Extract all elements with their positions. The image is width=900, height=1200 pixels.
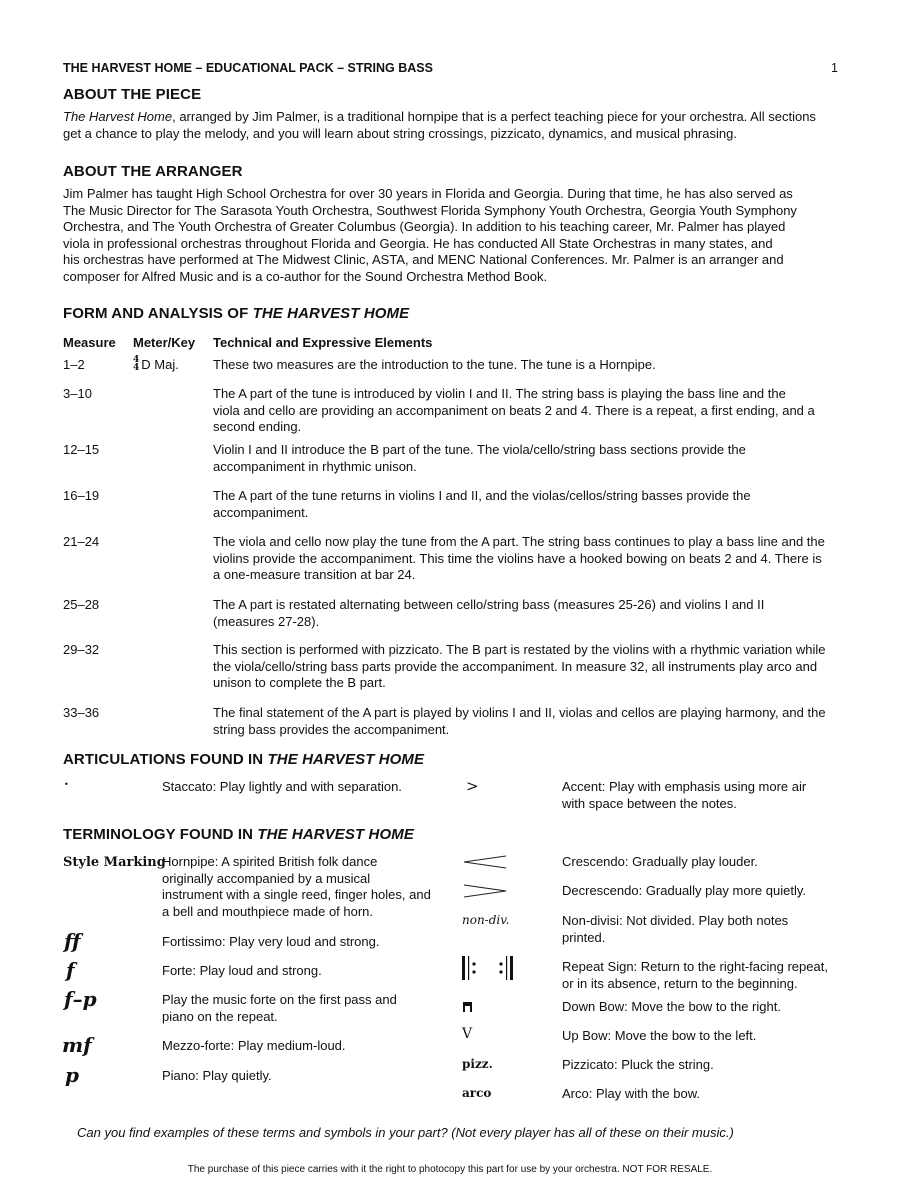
time-signature-icon — [133, 356, 139, 372]
row-description — [213, 597, 843, 630]
down-bow-text: Down Bow: Move the bow to the right. — [562, 999, 781, 1014]
decrescendo-text: Decrescendo: Gradually play more quietly. — [562, 883, 806, 898]
desc-line: viola and cello are providing an accompaniment on beats 2 and 4. There is a repeat, a first ending, and a — [213, 402, 815, 418]
articulations-heading — [63, 751, 424, 768]
desc-line: The final statement of the A part is played by violins I and II, violas and cellos are playing harmony, and the — [213, 705, 826, 720]
up-bow-text: Up Bow: Move the bow to the left. — [562, 1028, 757, 1043]
desc-line: Violin I and II introduce the B part of the tune. The viola/cello/string bass sections provide the — [213, 442, 746, 457]
desc-line: accompaniment in rhythmic unison. — [213, 458, 417, 474]
term-line: Non-divisi: Not divided. Play both notes — [562, 913, 789, 928]
question-text: Can you find examples of these terms and symbols in your part? (Not every player has all of these on their music.) — [77, 1125, 734, 1140]
term-line: Hornpipe: A spirited British folk dance — [162, 854, 378, 869]
about-piece-text — [63, 109, 838, 142]
arranger-line: Jim Palmer has taught High School Orchestra for over 30 years in Florida and Georgia. During that time, he has also served as — [63, 186, 793, 201]
desc-line: The A part is restated alternating between cello/string bass (measures 25-26) and violins I and II — [213, 597, 765, 612]
desc-line: The A part of the tune returns in violins I and II, and the violas/cellos/string basses provide the — [213, 488, 751, 503]
col-measure: Measure — [63, 335, 116, 350]
row-measure: 12–15 — [63, 442, 100, 457]
desc-line: violins provide the accompaniment. This time the violins have a hooked bowing on beats 2 and 4. There is — [213, 550, 822, 566]
about-piece-line2: get a chance to play the melody, and you will learn about string crossings, pizzicato, dynamics, and musical phrasing. — [63, 125, 737, 141]
non-divisi-label: non-div. — [462, 913, 510, 927]
row-description — [213, 642, 843, 692]
term-line: Repeat Sign: Return to the right-facing repeat, — [562, 959, 828, 974]
accent-icon: > — [466, 777, 479, 795]
row-measure: 29–32 — [63, 642, 100, 657]
about-piece-line1: , arranged by Jim Palmer, is a traditional hornpipe that is a perfect teaching piece for your orchestra. All sections — [172, 109, 816, 124]
style-marking-label: Style Marking — [63, 855, 166, 870]
row-measure: 16–19 — [63, 488, 100, 503]
col-elements: Technical and Expressive Elements — [213, 335, 433, 350]
row-meter-key — [133, 354, 213, 374]
about-piece-heading: ABOUT THE PIECE — [63, 86, 202, 103]
row-description — [213, 488, 843, 521]
arranger-line: composer for Alfred Music and is a co-author for the Sound Orchestra Method Book. — [63, 268, 548, 284]
time-bottom: 4 — [133, 362, 140, 373]
desc-line: These two measures are the introduction to the tune. The tune is a Hornpipe. — [213, 357, 656, 372]
crescendo-icon — [462, 855, 508, 869]
row-measure: 21–24 — [63, 534, 100, 549]
pizzicato-label: pizz. — [462, 1057, 493, 1071]
forte-piano-icon: f–p — [64, 987, 97, 1011]
arco-text: Arco: Play with the bow. — [562, 1086, 701, 1101]
time-top: 4 — [133, 354, 140, 365]
forte-piano-text — [162, 992, 397, 1025]
terminology-heading-prefix: TERMINOLOGY FOUND IN — [63, 826, 258, 843]
desc-line: the viola/cello/string bass parts provide the accompaniment. In measure 32, all instruments play arco and — [213, 658, 818, 674]
row-description — [213, 705, 843, 738]
term-line: piano on the repeat. — [162, 1008, 278, 1024]
hornpipe-text — [162, 854, 431, 920]
desc-line: unison to complete the B part. — [213, 675, 386, 690]
row-measure: 25–28 — [63, 597, 100, 612]
repeat-sign-icon — [460, 955, 516, 981]
term-line: a bell and mouthpiece made of horn. — [162, 903, 374, 919]
col-meter: Meter/Key — [133, 335, 196, 350]
desc-line: This section is performed with pizzicato. The B part is restated by the violins with a rhythmic variation while — [213, 642, 826, 657]
desc-line: second ending. — [213, 419, 302, 434]
desc-line: The viola and cello now play the tune from the A part. The string bass continues to play a bass line and the — [213, 534, 825, 549]
form-heading-title: THE HARVEST HOME — [252, 305, 410, 322]
form-analysis-heading — [63, 305, 409, 322]
articulations-heading-prefix: ARTICULATIONS FOUND IN — [63, 751, 268, 768]
header-title: THE HARVEST HOME – EDUCATIONAL PACK – STRING BASS — [63, 61, 433, 75]
piece-title: The Harvest Home — [63, 109, 173, 124]
row-description — [213, 357, 843, 374]
crescendo-text: Crescendo: Gradually play louder. — [562, 854, 758, 869]
staccato-icon: • — [64, 780, 69, 789]
row-measure: 1–2 — [63, 357, 85, 372]
row-description — [213, 386, 843, 436]
accent-line: with space between the notes. — [562, 795, 737, 811]
forte-text: Forte: Play loud and strong. — [162, 963, 322, 978]
decrescendo-icon — [462, 884, 508, 898]
down-bow-icon — [462, 1001, 474, 1013]
desc-line: string bass provides the accompaniment. — [213, 721, 450, 737]
up-bow-icon: V — [462, 1026, 473, 1042]
fortissimo-text: Fortissimo: Play very loud and strong. — [162, 934, 380, 949]
desc-line: (measures 27-28). — [213, 613, 320, 629]
pizzicato-text: Pizzicato: Pluck the string. — [562, 1057, 714, 1072]
arco-label: arco — [462, 1086, 492, 1100]
term-line: instrument with a single reed, finger holes, and — [162, 887, 431, 902]
arranger-line: Orchestra, and The Youth Orchestra of Greater Columbus (Georgia). In addition to his teaching career, Mr. Palmer has played — [63, 219, 786, 234]
row-measure: 33–36 — [63, 705, 100, 720]
row-description — [213, 442, 843, 475]
desc-line: a one-measure transition at bar 24. — [213, 567, 416, 582]
staccato-text: Staccato: Play lightly and with separation. — [162, 779, 402, 794]
desc-line: accompaniment. — [213, 504, 309, 520]
terminology-heading — [63, 826, 414, 843]
arranger-line: The Music Director for The Sarasota Youth Orchestra, Southwest Florida Symphony Youth Orchestra, Georgia Youth Symphony — [63, 202, 797, 218]
piano-text: Piano: Play quietly. — [162, 1068, 272, 1083]
page-number: 1 — [831, 61, 838, 75]
arranger-line: his orchestras have performed at The Midwest Clinic, ASTA, and MENC National Conferences. Mr. Palmer is an arranger and — [63, 252, 784, 267]
term-line: or in its absence, return to the beginning. — [562, 975, 798, 991]
footer-note: The purchase of this piece carries with it the right to photocopy this part for use by your orchestra. NOT FOR RESALE. — [187, 1164, 713, 1175]
forte-icon: f — [66, 958, 75, 982]
articulations-heading-title: THE HARVEST HOME — [267, 751, 425, 768]
term-line: originally accompanied by a musical — [162, 870, 371, 886]
page-header — [63, 61, 838, 75]
arranger-line: viola in professional orchestras throughout Florida and Georgia. He has conducted All State Orchestras in many states, and — [63, 235, 773, 251]
form-heading-prefix: FORM AND ANALYSIS OF — [63, 305, 253, 322]
accent-text — [562, 779, 806, 812]
non-divisi-text — [562, 913, 788, 946]
repeat-sign-text — [562, 959, 828, 992]
row-key: D Maj. — [141, 357, 179, 372]
mezzo-forte-icon: mf — [62, 1033, 92, 1057]
row-description — [213, 534, 843, 584]
accent-line: Accent: Play with emphasis using more air — [562, 779, 807, 794]
piano-icon: p — [65, 1063, 79, 1087]
about-arranger-text — [63, 186, 838, 285]
terminology-heading-title: THE HARVEST HOME — [257, 826, 414, 843]
about-arranger-heading: ABOUT THE ARRANGER — [63, 163, 243, 180]
desc-line: The A part of the tune is introduced by violin I and II. The string bass is playing the bass line and the — [213, 386, 786, 401]
row-measure: 3–10 — [63, 386, 92, 401]
term-line: printed. — [562, 929, 606, 945]
term-line: Play the music forte on the first pass and — [162, 992, 397, 1007]
fortissimo-icon: ff — [64, 929, 81, 953]
mezzo-forte-text: Mezzo-forte: Play medium-loud. — [162, 1038, 346, 1053]
